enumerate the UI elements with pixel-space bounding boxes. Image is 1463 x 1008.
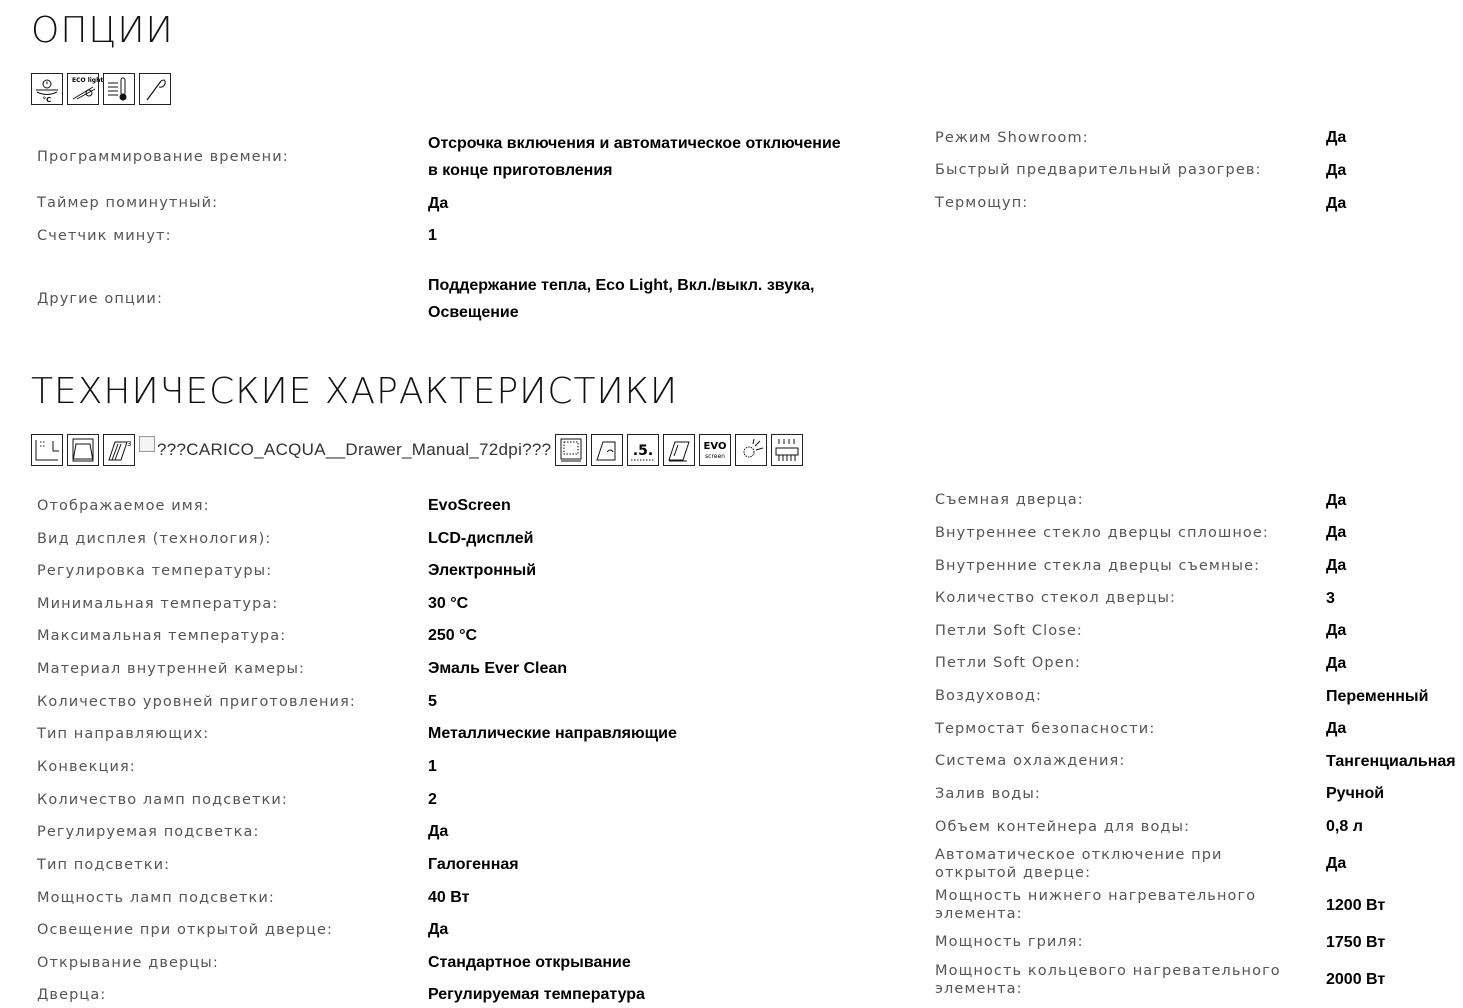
spec-left-label: Вид дисплея (технология): — [37, 531, 272, 547]
spec-right-value: Да — [1326, 720, 1347, 737]
spec-left-value: EvoScreen — [428, 497, 511, 514]
opt-label-programming: Программирование времени: — [37, 149, 289, 165]
spec-right-value: 2000 Вт — [1326, 971, 1386, 988]
opt-label-minute-timer: Таймер поминутный: — [37, 195, 219, 211]
eco-light-icon — [67, 73, 104, 105]
spec-right-label: Мощность гриля: — [935, 934, 1084, 950]
spec-right-label: Количество стекол дверцы: — [935, 590, 1177, 606]
opt-value-other-options-2: Освещение — [428, 304, 519, 321]
spec-right-label: Объем контейнера для воды: — [935, 819, 1191, 835]
spec-left-value: 5 — [428, 693, 437, 710]
spec-right-label: Съемная дверца: — [935, 492, 1084, 508]
full-glass-door-icon — [67, 434, 99, 466]
svg-text:screen: screen — [705, 453, 726, 460]
opt-label-minute-counter: Счетчик минут: — [37, 228, 172, 244]
spec-right-value: 0,8 л — [1326, 818, 1363, 835]
spec-left-label: Максимальная температура: — [37, 628, 287, 644]
specs-icon-row — [31, 434, 807, 466]
spec-left-value: Да — [428, 823, 449, 840]
options-title: ОПЦИИ — [31, 10, 174, 51]
spec-right-label: Внутреннее стекло дверцы сплошное: — [935, 525, 1269, 541]
spec-right-value: Да — [1326, 492, 1347, 509]
timer-celsius-icon — [31, 73, 63, 105]
spec-left-value: Эмаль Ever Clean — [428, 660, 568, 677]
spec-left-label: Открывание дверцы: — [37, 955, 219, 971]
spec-left-label: Количество уровней приготовления: — [37, 694, 356, 710]
broken-image-icon — [139, 436, 155, 452]
removable-door-icon — [555, 434, 587, 466]
opt-label-fast-preheat: Быстрый предварительный разогрев: — [935, 162, 1262, 178]
spec-left-value: LCD-дисплей — [428, 530, 534, 547]
spec-right-value: Да — [1326, 557, 1347, 574]
spec-left-value: Электронный — [428, 562, 537, 579]
spec-right-label: Петли Soft Close: — [935, 623, 1083, 639]
water-tank-drawer-alt-text: ???CARICO_ACQUA__Drawer_Manual_72dpi??? — [157, 440, 552, 459]
spec-right-value: Да — [1326, 524, 1347, 541]
halogen-light-icon — [735, 434, 767, 466]
opt-value-other-options-1: Поддержание тепла, Eco Light, Вкл./выкл. звука, — [428, 277, 815, 294]
spec-right-value: 1200 Вт — [1326, 897, 1386, 914]
spec-right-label: Воздуховод: — [935, 688, 1043, 704]
cooling-system-icon — [31, 434, 63, 466]
spec-left-value: Регулируемая температура — [428, 986, 645, 1003]
spec-right-value: Тангенциальная — [1326, 753, 1456, 770]
spec-left-label: Конвекция: — [37, 759, 136, 775]
spec-right-label-cont: элемента: — [935, 981, 1023, 997]
grill-element-icon — [771, 434, 803, 466]
spec-left-label: Отображаемое имя: — [37, 498, 210, 514]
spec-left-label: Тип подсветки: — [37, 857, 171, 873]
spec-right-label: Система охлаждения: — [935, 753, 1126, 769]
spec-right-value: 1750 Вт — [1326, 934, 1386, 951]
spec-left-label: Количество ламп подсветки: — [37, 792, 288, 808]
spec-right-label: Внутренние стекла дверцы съемные: — [935, 558, 1261, 574]
spec-right-label: Мощность нижнего нагревательного — [935, 888, 1257, 904]
spec-left-value: 30 °C — [428, 595, 469, 612]
svg-text:3: 3 — [127, 440, 132, 448]
opt-value-programming-1: Отсрочка включения и автоматическое отключение — [428, 135, 841, 152]
soft-close-icon — [591, 434, 623, 466]
spec-left-value: Галогенная — [428, 856, 519, 873]
three-glass-door-icon — [103, 434, 135, 466]
opt-value-minute-counter: 1 — [428, 227, 437, 244]
opt-value-programming-2: в конце приготовления — [428, 162, 613, 179]
svg-text:ECO light: ECO light — [72, 77, 104, 84]
opt-label-other-options: Другие опции: — [37, 291, 163, 307]
opt-value-showroom: Да — [1326, 129, 1347, 146]
spec-left-label: Дверца: — [37, 987, 107, 1003]
options-icon-row — [31, 73, 175, 105]
spec-left-value: 40 Вт — [428, 889, 470, 906]
spec-left-label: Тип направляющих: — [37, 726, 210, 742]
spec-right-value: Да — [1326, 622, 1347, 639]
meat-probe-icon — [139, 73, 171, 105]
removable-glass-icon — [663, 434, 695, 466]
spec-right-value: Да — [1326, 855, 1347, 872]
spec-right-label: Автоматическое отключение при — [935, 847, 1223, 863]
opt-value-minute-timer: Да — [428, 195, 449, 212]
evo-screen-icon — [699, 434, 731, 466]
spec-left-value: Металлические направляющие — [428, 725, 677, 742]
spec-left-label: Освещение при открытой дверце: — [37, 922, 334, 938]
spec-right-value: Переменный — [1326, 688, 1429, 705]
spec-right-label-cont: открытой дверце: — [935, 865, 1092, 881]
spec-right-label: Залив воды: — [935, 786, 1041, 802]
spec-right-label: Петли Soft Open: — [935, 655, 1082, 671]
opt-value-fast-preheat: Да — [1326, 162, 1347, 179]
spec-right-label-cont: элемента: — [935, 906, 1023, 922]
water-tank-drawer-image — [139, 440, 551, 460]
svg-text:EVO: EVO — [703, 441, 727, 452]
spec-left-label: Мощность ламп подсветки: — [37, 890, 275, 906]
spec-left-value: Да — [428, 921, 449, 938]
fast-preheat-icon — [103, 73, 135, 105]
opt-label-showroom: Режим Showroom: — [935, 130, 1089, 146]
spec-left-value: 1 — [428, 758, 437, 775]
svg-text:°C: °C — [42, 96, 52, 104]
spec-right-label: Мощность кольцевого нагревательного — [935, 963, 1281, 979]
svg-text:.5.: .5. — [633, 443, 654, 459]
spec-left-label: Регулируемая подсветка: — [37, 824, 260, 840]
spec-left-value: 2 — [428, 791, 437, 808]
spec-left-value: 250 °C — [428, 627, 478, 644]
spec-right-value: Да — [1326, 655, 1347, 672]
spec-right-label: Термостат безопасности: — [935, 721, 1156, 737]
spec-left-label: Минимальная температура: — [37, 596, 279, 612]
spec-right-value: Ручной — [1326, 785, 1385, 802]
opt-value-meat-probe: Да — [1326, 195, 1347, 212]
opt-label-meat-probe: Термощуп: — [935, 195, 1029, 211]
specs-title: ТЕХНИЧЕСКИЕ ХАРАКТЕРИСТИКИ — [31, 371, 679, 412]
five-levels-icon — [627, 434, 659, 466]
spec-left-label: Регулировка температуры: — [37, 563, 273, 579]
spec-left-label: Материал внутренней камеры: — [37, 661, 305, 677]
spec-left-value: Стандартное открывание — [428, 954, 631, 971]
spec-right-value: 3 — [1326, 590, 1335, 607]
